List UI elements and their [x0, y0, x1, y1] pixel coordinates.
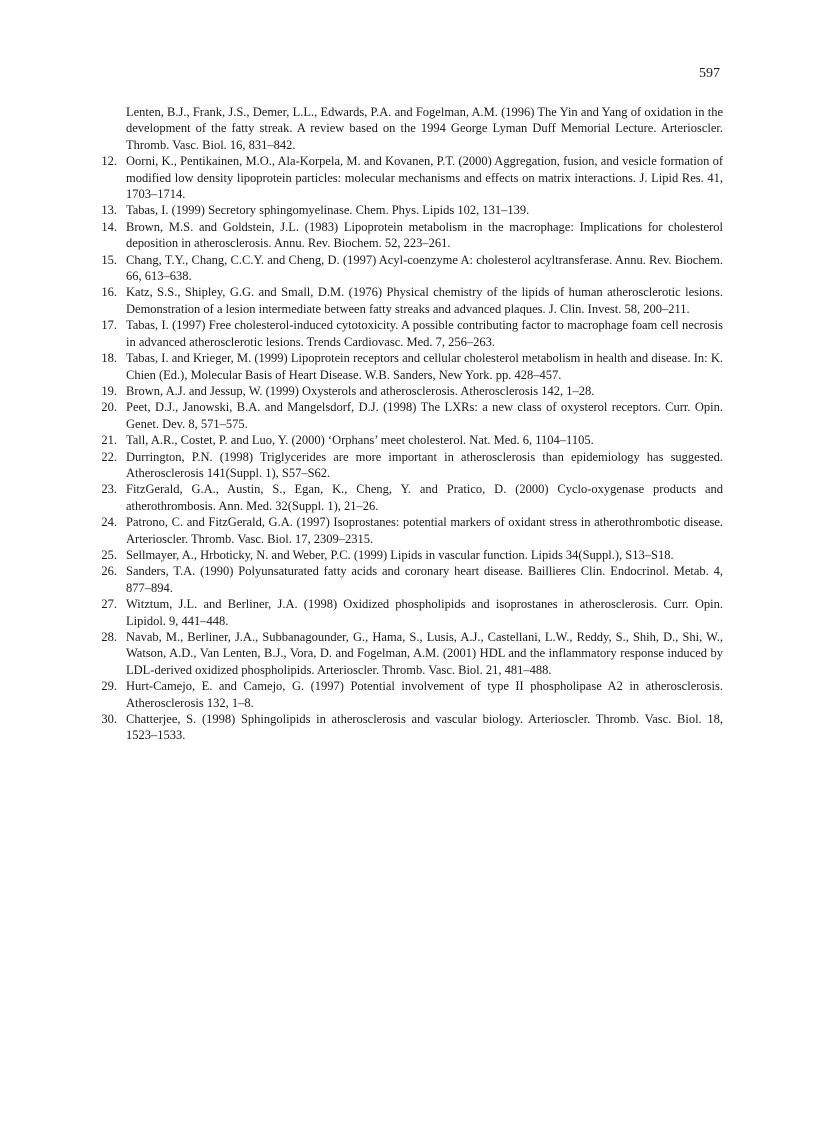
reference-text: Tabas, I. and Krieger, M. (1999) Lipoprotein receptors and cellular cholesterol metabolism in health and disease. In: K. Chien (Ed.), Molecular Basis of Heart Disease. W.B. Sanders, New York. pp. 428–457. — [126, 351, 723, 382]
reference-item — [101, 383, 723, 399]
reference-number: 19. — [101, 383, 117, 398]
reference-number: 15. — [101, 252, 117, 267]
reference-number: 13. — [101, 203, 117, 218]
reference-number: 21. — [101, 433, 117, 448]
reference-number: 29. — [101, 679, 117, 694]
reference-item — [101, 563, 723, 596]
reference-item — [101, 629, 723, 678]
reference-list — [101, 104, 723, 744]
reference-item — [101, 284, 723, 317]
reference-number: 26. — [101, 564, 117, 579]
reference-item — [101, 514, 723, 547]
page-number: 597 — [699, 66, 720, 81]
reference-number: 28. — [101, 630, 117, 644]
reference-item — [101, 678, 723, 711]
reference-text: Tabas, I. (1999) Secretory sphingomyelinase. Chem. Phys. Lipids 102, 131–139. — [126, 203, 530, 218]
reference-number: 27. — [101, 597, 117, 612]
reference-number: 16. — [101, 285, 117, 300]
reference-text: Tall, A.R., Costet, P. and Luo, Y. (2000) ‘Orphans’ meet cholesterol. Nat. Med. 6, 1104–1105. — [126, 433, 594, 448]
reference-number: 24. — [101, 515, 117, 530]
reference-item — [101, 547, 723, 563]
reference-number: 20. — [101, 400, 117, 415]
reference-text: Chang, T.Y., Chang, C.C.Y. and Cheng, D. (1997) Acyl-coenzyme A: cholesterol acyltransferase. Annu. Rev. Biochem. 66, 613–638. — [126, 252, 723, 284]
reference-text: Chatterjee, S. (1998) Sphingolipids in atherosclerosis and vascular biology. Arterioscler. Thromb. Vasc. Biol. 18, 1523–1533. — [126, 712, 723, 743]
reference-item — [101, 252, 723, 285]
reference-text: Brown, A.J. and Jessup, W. (1999) Oxysterols and atherosclerosis. Atherosclerosis 142, 1–28. — [126, 383, 595, 398]
reference-item — [101, 449, 723, 482]
reference-number: 14. — [101, 219, 117, 234]
reference-text: Hurt-Camejo, E. and Camejo, G. (1997) Potential involvement of type II phospholipase A2 in atherosclerosis. Atherosclerosis 132, 1–8. — [126, 679, 723, 710]
reference-number: 30. — [101, 712, 117, 727]
reference-item — [101, 153, 723, 202]
reference-text: FitzGerald, G.A., Austin, S., Egan, K., Cheng, Y. and Pratico, D. (2000) Cyclo-oxygenase products and atherothrombosis. Ann. Med. 32(Suppl. 1), 21–26. — [126, 482, 723, 513]
reference-item — [101, 317, 723, 350]
reference-item — [101, 202, 723, 218]
reference-item — [101, 596, 723, 629]
reference-number: 23. — [101, 482, 117, 497]
reference-text: Witztum, J.L. and Berliner, J.A. (1998) Oxidized phospholipids and isoprostanes in atherosclerosis. Curr. Opin. Lipidol. 9, 441–448. — [126, 597, 723, 628]
reference-text: Katz, S.S., Shipley, G.G. and Small, D.M. (1976) Physical chemistry of the lipids of human atherosclerotic lesions. Demonstration of a lesion intermediate between fatty streaks and advanced plaques. J. Clin. Invest. 58, 200–211. — [126, 285, 723, 316]
reference-item — [101, 350, 723, 383]
reference-item — [101, 711, 723, 744]
reference-text: Sellmayer, A., Hrboticky, N. and Weber, P.C. (1999) Lipids in vascular function. Lipids 34(Suppl.), S13–S18. — [126, 547, 674, 562]
reference-text: Tabas, I. (1997) Free cholesterol-induced cytotoxicity. A possible contributing factor to macrophage foam cell necrosis in advanced atherosclerotic lesions. Trends Cardiovasc. Med. 7, 256–263. — [126, 318, 723, 349]
reference-number: 12. — [101, 154, 117, 169]
reference-text: Oorni, K., Pentikainen, M.O., Ala-Korpela, M. and Kovanen, P.T. (2000) Aggregation, fusion, and vesicle formation of modified low density lipoprotein particles: molecular mechanisms and effects on matrix interactions. J. Lipid Res. 41, 1703–1714. — [126, 154, 723, 202]
reference-number: 17. — [101, 318, 117, 333]
reference-item — [101, 219, 723, 252]
reference-text: Patrono, C. and FitzGerald, G.A. (1997) Isoprostanes: potential markers of oxidant stress in atherothrombotic disease. Arterioscler. Thromb. Vasc. Biol. 17, 2309–2315. — [126, 515, 723, 546]
reference-text: Sanders, T.A. (1990) Polyunsaturated fatty acids and coronary heart disease. Baillieres Clin. Endocrinol. Metab. 4, 877–894. — [126, 564, 723, 595]
reference-item — [101, 399, 723, 432]
reference-item — [108, 104, 723, 153]
reference-number: 22. — [101, 449, 117, 464]
reference-text: Lenten, B.J., Frank, J.S., Demer, L.L., Edwards, P.A. and Fogelman, A.M. (1996) The Yin and Yang of oxidation in the development of the fatty streak. A review based on the 1994 George Lyman Duff Memorial Lecture. Arterioscler. Thromb. Vasc. Biol. 16, 831–842. — [126, 105, 723, 152]
reference-number: 25. — [101, 547, 117, 562]
reference-text: Navab, M., Berliner, J.A., Subbanagounder, G., Hama, S., Lusis, A.J., Castellani, L.W., Reddy, S., Shih, D., Shi, W., Watson, A.D., Van Lenten, B.J., Vora, D. and Fogelman, A.M. (2001) HDL and the inflammatory response induced by LDL-derived oxidized phospholipids. Arterioscler. Thromb. Vasc. Biol. 21, 481–488. — [126, 630, 723, 677]
reference-text: Brown, M.S. and Goldstein, J.L. (1983) Lipoprotein metabolism in the macrophage: Implications for cholesterol deposition in atherosclerosis. Annu. Rev. Biochem. 52, 223–261. — [126, 219, 723, 251]
reference-text: Durrington, P.N. (1998) Triglycerides are more important in atherosclerosis than epidemiology has suggested. Atherosclerosis 141(Suppl. 1), S57–S62. — [126, 449, 723, 480]
reference-number: 18. — [101, 351, 117, 366]
reference-item — [101, 481, 723, 514]
reference-text: Peet, D.J., Janowski, B.A. and Mangelsdorf, D.J. (1998) The LXRs: a new class of oxysterol receptors. Curr. Opin. Genet. Dev. 8, 571–575. — [126, 400, 723, 431]
reference-item — [101, 432, 723, 448]
